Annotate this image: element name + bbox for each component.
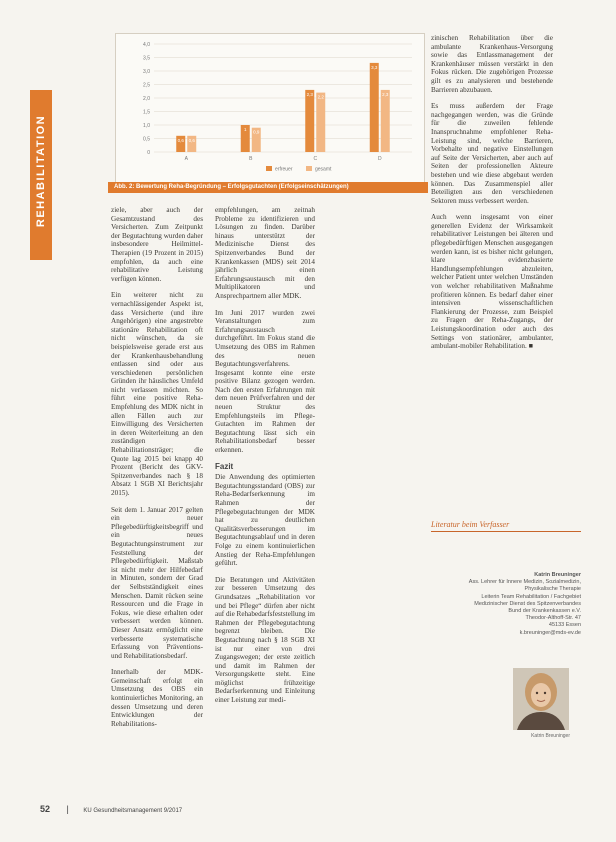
bar-value-label: 0,9 [253, 129, 260, 135]
paragraph: zinischen Rehabilitation über die ambulante Krankenhaus-Versorgung sowie das Entlassmanagement der Krankenhäuser müssen verstärkt in den Fokus rücken. Die zugehörigen Prozesse gilt es zu analysieren und bestehende Barrieren abzubauen. [431, 34, 553, 94]
author-name: Katrin Breuninger [534, 572, 581, 578]
author-line: Theodor-Althoff-Str. 47 [525, 615, 581, 622]
bar [381, 90, 390, 152]
paragraph: Seit dem 1. Januar 2017 gelten ein neuer Pflegebedürftigkeitsbegriff und ein neues Begutachtungsinstrument zur Feststellung der Pflegebedürftigkeit. Maßstab ist nicht mehr der Hilfebedarf in Minuten, sondern der Grad der Selbstständigkeit eines Menschen. Damit rücken seine Ressourcen und die Frage in Fokus, wie diese erhalten oder verbessert werden können. Dieser Ansatz ermöglicht eine verbesserte systematische Erfassung von Präventions- und Rehabilitationsbedarf. [111, 505, 203, 660]
author-email: k.breuninger@mds-ev.de [519, 629, 581, 636]
bar-value-label: 0,6 [177, 137, 184, 143]
x-tick-label: C [313, 156, 318, 162]
author-line: Leiterin Team Rehabilitation / Fachgebiet [481, 593, 581, 600]
legend-swatch [306, 166, 312, 171]
chart-container [115, 33, 425, 191]
text-column-2 [215, 206, 315, 713]
author-line: Bund der Krankenkassen e.V. [508, 608, 581, 615]
section-heading: Fazit [215, 461, 234, 471]
y-tick-label: 2,0 [143, 96, 150, 102]
x-tick-label: D [377, 156, 382, 162]
author-line: Medizinischer Dienst des Spitzenverbandes [474, 600, 581, 607]
author-block [431, 572, 581, 637]
paragraph: Die Beratungen und Aktivitäten zur besseren Umsetzung des Grundsatzes „Rehabilitation vor und bei Pflege“ dürfen aber nicht auf die Rehabedarfsfeststellung im Rahmen der Pflegebegutachtung begrenzt bleiben. Die Begutachtung nach § 18 SGB XI ist nur einer von drei Zugangswegen; der erste zeitlich und damit im Rahmen der Versorgungskette steht. Eine möglichst frühzeitige Bedarfserkennung und Einleitung einer Leistung zur medi- [215, 575, 315, 705]
literature-note: Literatur beim Verfasser [431, 520, 510, 529]
paragraph: empfehlungen, am zeitnah Probleme zu identifizieren und Lösungen zu finden. Darüber hinaus unterstützt der Medizinische Dienst des Spitzenverbandes Bund der Krankenkassen (MDS) seit 2014 jährlich einen Erfahrungsaustausch mit den Multiplikatoren und Ansprechpartnern aller MDK. [215, 206, 315, 300]
y-tick-label: 1,0 [143, 123, 150, 129]
text-column-1 [111, 206, 203, 736]
y-tick-label: 0,5 [143, 136, 150, 143]
bar-value-label: 2,2 [317, 94, 324, 100]
legend-label: gesamt [315, 166, 332, 173]
legend-label: erfreuer [275, 166, 293, 173]
legend-swatch [266, 166, 272, 171]
author-line: Ass. Lehrer für Innere Medizin, Sozialmedizin, [468, 579, 581, 586]
y-tick-label: 0 [147, 150, 150, 156]
y-tick-label: 4,0 [143, 42, 150, 48]
author-photo [513, 668, 569, 730]
bar-value-label: 0,6 [188, 137, 195, 143]
y-tick-label: 3,5 [143, 55, 150, 62]
chart-caption: Abb. 2: Bewertung Reha-Begründung – Erfolgsgutachten (Erfolgseinschätzungen) [108, 182, 428, 193]
bar [316, 93, 325, 152]
bar-value-label: 2,3 [382, 91, 389, 97]
section-label: REHABILITATION [35, 114, 47, 228]
author-line: Physikalische Therapie [524, 586, 581, 593]
paragraph: Im Juni 2017 wurden zwei Veranstaltungen zum Erfahrungsaustausch durchgeführt. Im Fokus stand die Umsetzung des OBS im Rahmen des neuen Begutachtungsverfahrens. Insgesamt konnte eine erste positive Bilanz gezogen werden. Nach den ersten Erfahrungen mit dem neuen Prüfverfahren und der neuen Struktur des Empfehlungsteils im Pflege-Gutachten im Rahmen der Begutachtung lässt sich ein Rehabilitationsbedarf besser erkennen. [215, 308, 315, 455]
bar-value-label: 3,3 [371, 64, 378, 70]
bar [305, 90, 314, 152]
author-line: 45133 Essen [548, 622, 581, 629]
divider [431, 531, 581, 532]
photo-caption: Katrin Breuninger [531, 733, 570, 739]
paragraph: Auch wenn insgesamt von einer generellen Evidenz der Wirksamkeit rehabilitativer Leistungen bei älteren und pflegebedürftigen Menschen ausgegangen werden kann, ist es bisher nicht gelungen, klare evidenzbasierte Handlungsempfehlungen abzuleiten, welcher Patient unter welchen Umständen von welcher rehabilitativen Maßnahme profitieren können. Es bedarf daher einer intensiven wissenschaftlichen Flankierung der Prozesse, zum Beispiel zu Fragen der Reha-Zugangs, der Leistungskoordination oder auch des Settings von stationärer, ambulanter, ambulant-mobiler Rehabilitation. ■ [431, 213, 553, 351]
paragraph: Es muss außerdem der Frage nachgegangen werden, was die Gründe für die zuweilen fehlende Inanspruchnahme empfohlener Reha-Leistung sind, welche Barrieren, Vorbehalte und negative Einstellungen auf Seite der Versicherten, aber auch auf Seiten der professionellen Akteure bestehen und wie diese abgebaut werden können. Das Zusammenspiel aller Beteiligten aus den verschiedenen Sektoren muss verbessert werden. [431, 102, 553, 205]
y-tick-label: 3,0 [143, 69, 150, 75]
x-tick-label: A [184, 156, 188, 162]
text-column-3 [431, 34, 553, 359]
x-tick-label: B [249, 156, 253, 162]
y-tick-label: 1,5 [143, 109, 150, 116]
bar [370, 63, 379, 152]
bar-value-label: 2,3 [306, 91, 313, 97]
paragraph: Innerhalb der MDK-Gemeinschaft erfolgt ein Umsetzung des OBS ein kontinuierliches Monitoring, an dessen Umsetzung und deren Entwicklungen der Rehabilitations- [111, 668, 203, 728]
section-tab [30, 90, 52, 260]
paragraph: ziele, aber auch der Gesamtzustand des Versicherten. Zum Zeitpunkt der Begutachtung wurden daher insbesondere Heilmittel-Therapien (19 Prozent in 2015) empfohlen, da auch eine rehabilitative Leistung verfügen können. [111, 206, 204, 283]
paragraph: Die Anwendung des optimierten Begutachtungsstandard (OBS) zur Reha-Bedarfserkennung im Rahmen der Pflegebegutachtungen der MDK hat zu deutlichen Qualitätsverbesserungen im Begutachtungsablauf und in deren Folge zu einem kontinuierlichen Anstieg der Reha-Empfehlungen geführt. [215, 473, 315, 568]
bar-chart [116, 34, 424, 190]
page-footer [40, 804, 182, 814]
y-tick-label: 2,5 [143, 82, 150, 89]
paragraph: Ein weiterer nicht zu vernachlässigender Aspekt ist, dass Versicherte (und ihre Angehörigen) eine angestrebte stationäre Rehabilitation oft nicht wünschen, da sie beispielsweise gerade erst aus der Krankenhausbehandlung entlassen sind oder aus verschiedenen persönlichen Gründen ihr häusliches Umfeld nicht verlassen möchten. So führt eine positive Reha-Empfehlung des MDK nicht in allen Fällen auch zur Einwilligung des Versicherten in deren Weiterleitung an den zuständigen Rehabilitationsträger; die Quote lag 2015 bei knapp 40 Prozent (Bericht des GKV-Spitzenverbandes nach § 18 Absatz 1 SGB XI Berichtsjahr 2015). [111, 291, 203, 497]
bar-value-label: 1 [243, 127, 247, 132]
publication-ref: KU Gesundheitsmanagement 9/2017 [83, 808, 183, 814]
footer-separator: | [66, 804, 69, 814]
page-number: 52 [40, 804, 51, 814]
